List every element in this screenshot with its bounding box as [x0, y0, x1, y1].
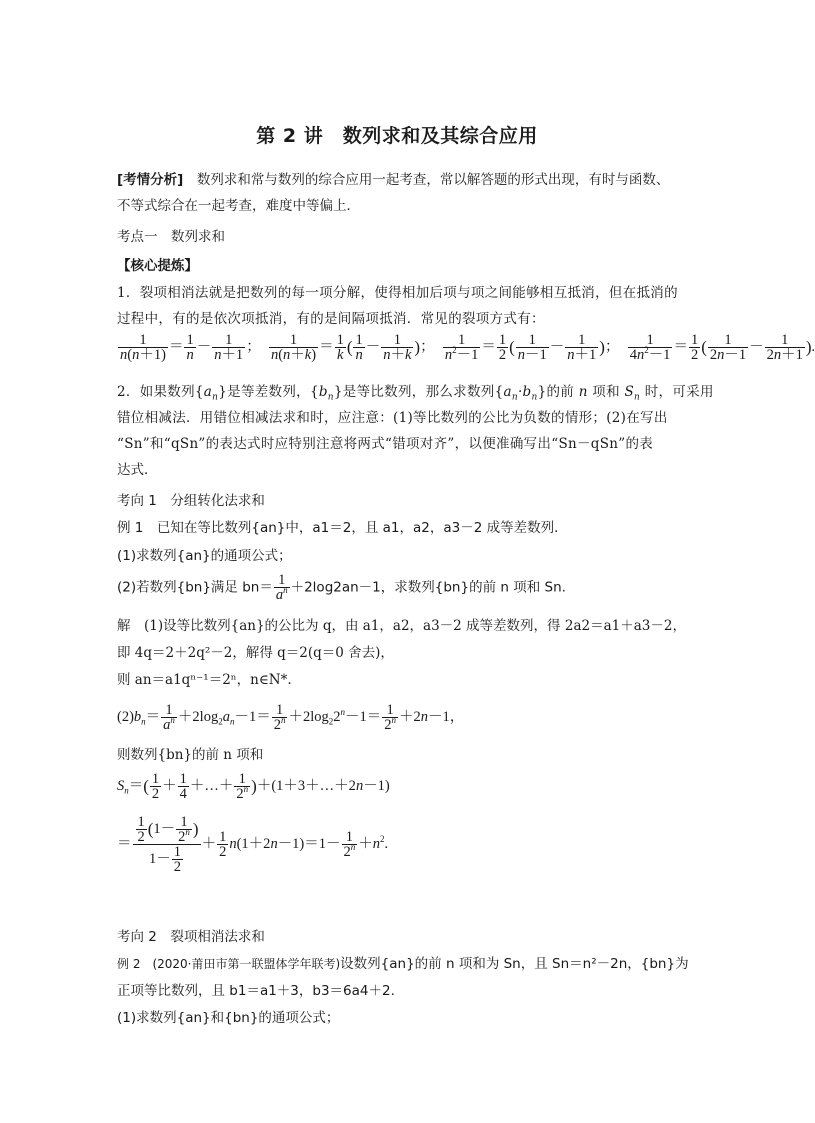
- kaodian-heading: 考点一 数列求和: [117, 229, 225, 245]
- core-heading: 【核心提炼】: [117, 258, 198, 274]
- p2-line-1: 2．如果数列$\{a_n\}$是等差数列，$\{b_n\}$是等比数列，那么求数列$\{a_n\cdot b_n\}$的前 n 项和 $S_n$ 时，可采用: [117, 384, 714, 403]
- split-formulas: $\frac{1}{n(n+1)}$ ＝ $\frac{1}{n}$ － $\frac{1}{n+1}$ ； $\frac{1}{n(n+k)}$ ＝ $\frac{1}{k}$ ( $\frac{1}{n}$ － $\frac{1}{n+k}$ )； $\frac{1}{n^2-1}$ ＝ $\frac{1}{2}$ ( $\frac{1}{n-1}$ － $\frac{1}{n+1}$ )； $\frac{1}{4n^2-1}$ ＝ $\frac{1}{2}$ ( $\frac{1}{2n-1}$ － $\frac{1}{2n+1}$ ).: [120, 332, 815, 363]
- sol-sn-formula: $S_n=$( $\frac{1}{2}$ ＋ $\frac{1}{4}$ ＋…＋ $\frac{1}{2^n}$ )＋(1＋3＋…＋2n－1): [117, 771, 390, 802]
- p2-line-4: 达式．: [117, 462, 158, 478]
- ex2-line-2: 正项等比数列，且 b1＝a1＋3，b3＝6a4＋2.: [117, 983, 395, 999]
- sol-line-5: 则数列{bn}的前 n 项和: [117, 747, 264, 763]
- analysis-line-1: [考情分析] 数列求和常与数列的综合应用一起考查，常以解答题的形式出现，有时与函数、: [117, 172, 670, 188]
- ex2-q1: (1)求数列{an}和{bn}的通项公式；: [117, 1010, 340, 1026]
- sol-line-1: 解 (1)设等比数列{an}的公比为 q，由 a1，a2，a3－2 成等差数列，得 2a2＝a1＋a3－2，: [117, 618, 686, 634]
- page-title: 第 2 讲 数列求和及其综合应用: [256, 125, 538, 147]
- sol-line-2: 即 4q＝2＋2q²－2，解得 q＝2(q＝0 舍去)，: [117, 645, 394, 661]
- p2-line-2: 错位相减法．用错位相减法求和时，应注意：(1)等比数列的公比为负数的情形；(2)在写出: [117, 410, 668, 426]
- p2-line-3: “Sn”和“qSn”的表达式时应特别注意将两式“错项对齐”，以便准确写出“Sn－qSn”的表: [117, 436, 654, 452]
- ex1-q2: (2)若数列{bn}满足 bn＝ $\frac{1}{a^n}$ ＋2log2an－1，求数列{bn}的前 n 项和 Sn.: [117, 572, 566, 603]
- kaoxiang2-heading: 考向 2 裂项相消法求和: [117, 929, 265, 945]
- p1-line-1: 1．裂项相消法就是把数列的每一项分解，使得相加后项与项之间能够相互抵消，但在抵消的: [117, 285, 678, 301]
- kaoxiang1-heading: 考向 1 分组转化法求和: [117, 493, 265, 509]
- ex1-q1: (1)求数列{an}的通项公式；: [117, 548, 292, 564]
- ex1-line-1: 例 1 已知在等比数列{an}中，a1＝2，且 a1，a2，a3－2 成等差数列．: [117, 520, 568, 536]
- sol-bn-formula: $(2)b_n=$ $\frac{1}{a^n}$ $+2\log_2a_n-1=$ $\frac{1}{2^n}$ $+2\log_22^n-1=$ $\frac{1}{2^n}$ ＋2n－1，: [117, 702, 465, 733]
- analysis-line-2: 不等式综合在一起考查，难度中等偏上．: [117, 198, 360, 214]
- sol-line-3: 则 an＝a1qⁿ⁻¹＝2ⁿ，n∈N*.: [117, 672, 292, 688]
- sol-sum-result: ＝ $\frac{1}{2}$ (1－ $\frac{1}{2^n}$ ) 1－ $\frac{1}{2}$ ＋ $\frac{1}{2}$ n(1＋2n－1)＝1－ $\frac{1}{2^n}$ $+n^2$.: [117, 814, 389, 875]
- ex2-line-1: 例 2 (2020·莆田市第一联盟体学年联考)设数列{an}的前 n 项和为 Sn，且 Sn＝n²－2n，{bn}为: [117, 956, 689, 972]
- p1-line-2: 过程中，有的是依次项抵消，有的是间隔项抵消．常见的裂项方式有：: [117, 311, 545, 327]
- analysis-label: [考情分析]: [117, 172, 184, 188]
